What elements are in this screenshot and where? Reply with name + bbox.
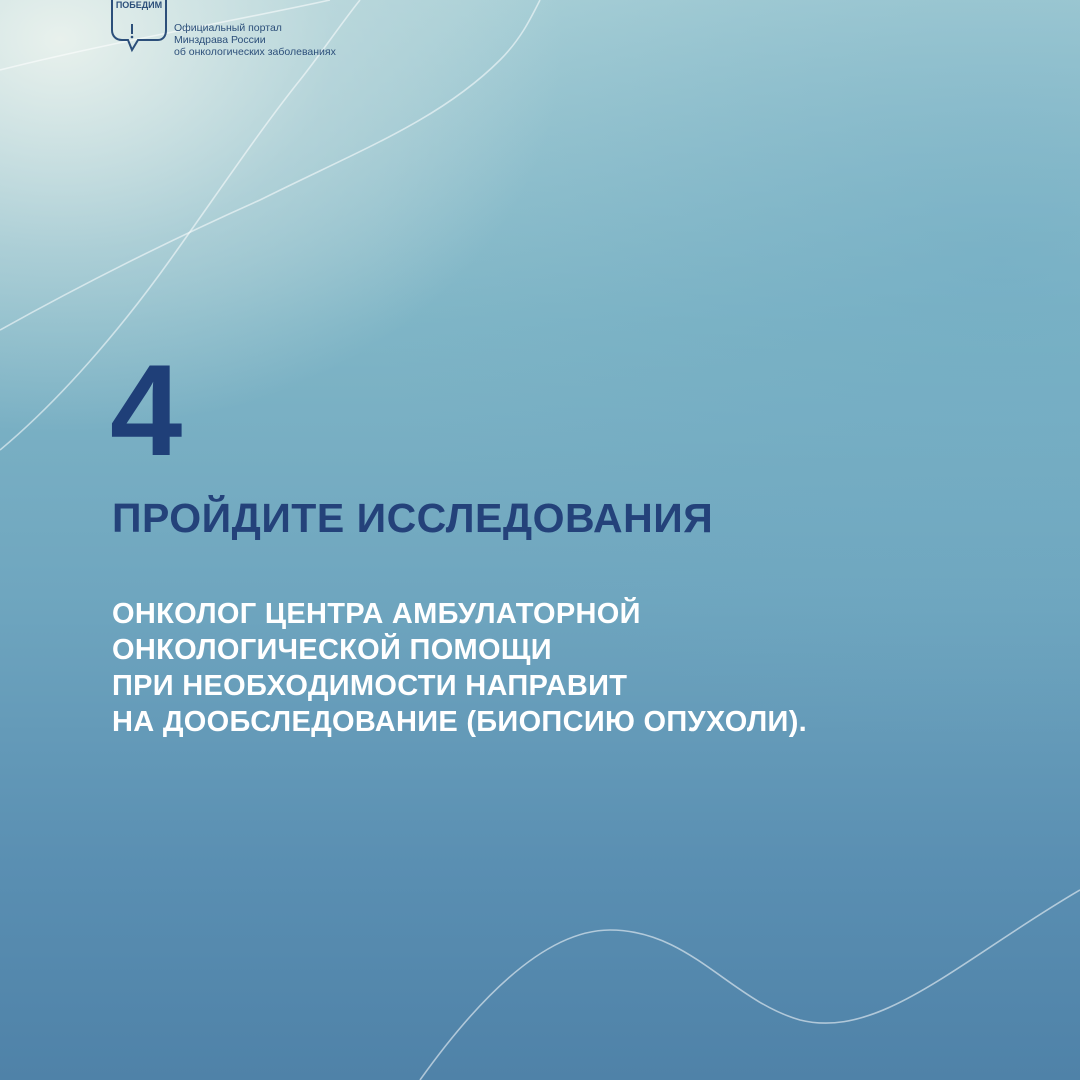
step-number: 4 — [110, 337, 181, 483]
logo-caption — [174, 22, 394, 58]
logo-caption-line-2: Минздрава России — [174, 34, 266, 46]
logo-caption-line-1: Официальный портал — [174, 22, 282, 34]
wave-line-bottom — [420, 890, 1080, 1080]
pobedim-logo[interactable] — [108, 0, 170, 54]
description-line-1: ОНКОЛОГ ЦЕНТРА АМБУЛАТОРНОЙ — [112, 598, 641, 630]
logo-caption-line-3: об онкологических заболеваниях — [174, 46, 336, 58]
description-line-2: ОНКОЛОГИЧЕСКОЙ ПОМОЩИ — [112, 634, 552, 666]
description-line-4: НА ДООБСЛЕДОВАНИЕ (БИОПСИЮ ОПУХОЛИ). — [112, 706, 808, 738]
step-title: ПРОЙДИТЕ ИССЛЕДОВАНИЯ — [112, 495, 714, 541]
step-description — [112, 596, 1012, 740]
description-line-3: ПРИ НЕОБХОДИМОСТИ НАПРАВИТ — [112, 670, 628, 702]
logo-wordmark: ПОБЕДИМ — [115, 0, 163, 10]
